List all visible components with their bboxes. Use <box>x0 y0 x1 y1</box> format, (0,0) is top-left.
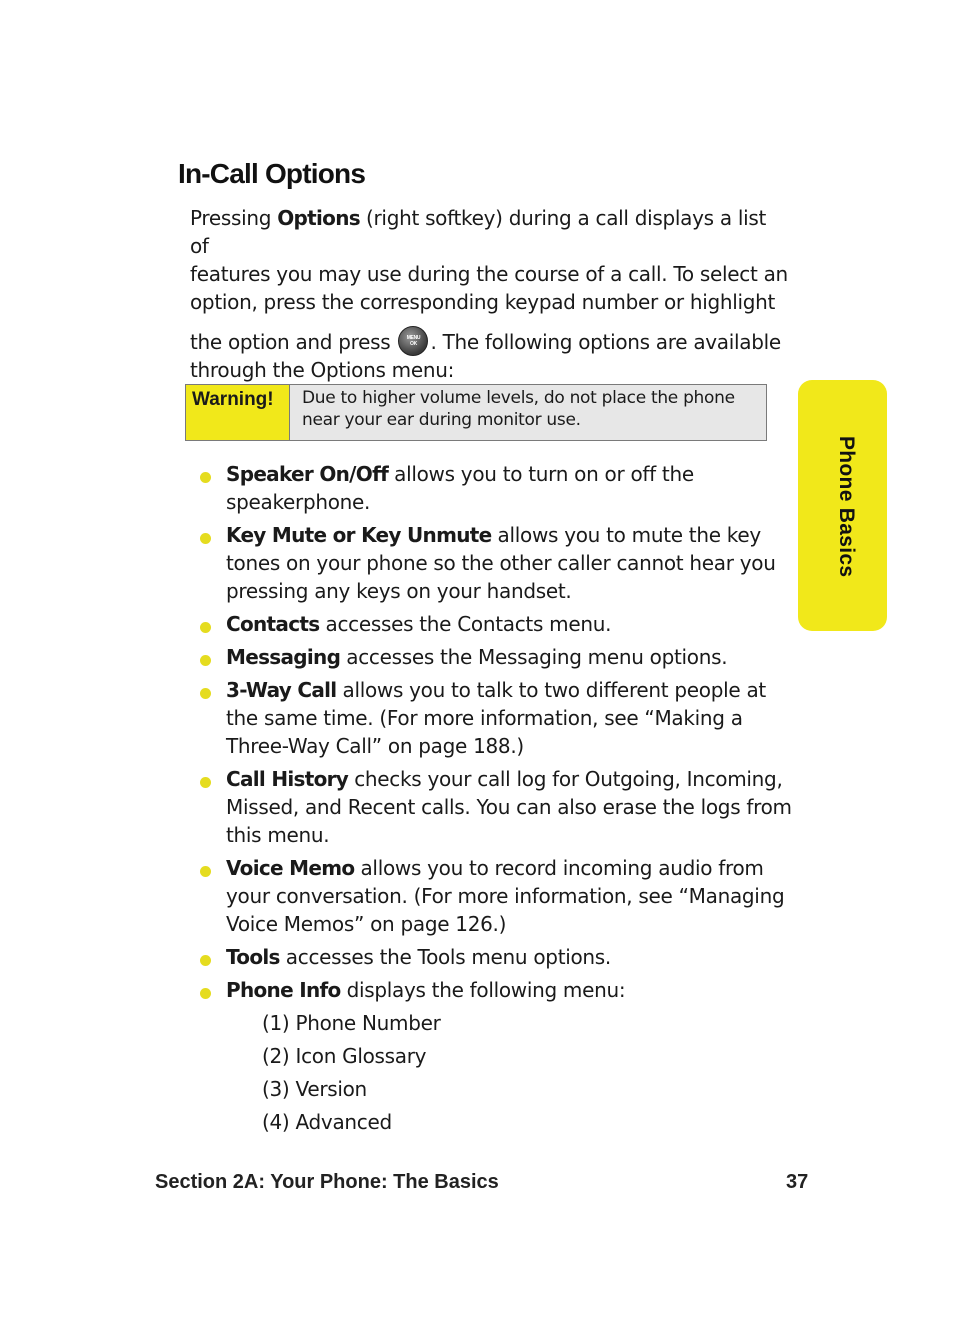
list-item: 3-Way Call allows you to talk to two different people at the same time. (For more information, see “Making a Three-Way Call” on page 188.) <box>198 676 798 760</box>
options-list <box>198 460 798 1141</box>
bullet-icon <box>200 655 211 666</box>
list-item: Speaker On/Off allows you to turn on or off the speakerphone. <box>198 460 798 516</box>
intro-paragraph: Pressing Options (right softkey) during a call displays a list of features you may use during the course of a call. To select an option, press the corresponding keypad number or highlight the option and press MENU OK . The following options are available through the Options menu: <box>190 206 788 382</box>
bullet-icon <box>200 472 211 483</box>
submenu-item: (1) Phone Number <box>262 1011 441 1035</box>
list-item: Phone Info displays the following menu: (1) Phone Number (2) Icon Glossary (3) Version (4) Advanced <box>198 976 798 1136</box>
bullet-icon <box>200 777 211 788</box>
bullet-icon <box>200 622 211 633</box>
page-title: In-Call Options <box>178 158 366 189</box>
submenu-item: (4) Advanced <box>262 1110 392 1134</box>
list-item: Tools accesses the Tools menu options. <box>198 943 798 971</box>
section-side-tab <box>798 380 887 631</box>
bullet-icon <box>200 955 211 966</box>
list-item: Voice Memo allows you to record incoming audio from your conversation. (For more information, see “Managing Voice Memos” on page 126.) <box>198 854 798 938</box>
bullet-icon <box>200 533 211 544</box>
warning-text: Due to higher volume levels, do not place the phone near your ear during monitor use. <box>290 385 766 440</box>
submenu-item: (2) Icon Glossary <box>262 1044 427 1068</box>
list-item: Contacts accesses the Contacts menu. <box>198 610 798 638</box>
menu-ok-key-icon: MENU OK <box>398 326 428 356</box>
footer-section-title: Section 2A: Your Phone: The Basics <box>155 1171 499 1193</box>
bullet-icon <box>200 688 211 699</box>
warning-label: Warning! <box>186 385 290 440</box>
bullet-icon <box>200 988 211 999</box>
side-tab-label: Phone Basics <box>835 436 858 578</box>
submenu-item: (3) Version <box>262 1077 367 1101</box>
options-term: Options <box>277 206 360 230</box>
list-item: Call History checks your call log for Outgoing, Incoming, Missed, and Recent calls. You can also erase the logs from this menu. <box>198 765 798 849</box>
footer-page-number: 37 <box>786 1171 809 1193</box>
warning-box <box>185 384 767 441</box>
phone-info-submenu <box>226 1009 798 1136</box>
bullet-icon <box>200 866 211 877</box>
list-item: Messaging accesses the Messaging menu options. <box>198 643 798 671</box>
list-item: Key Mute or Key Unmute allows you to mute the key tones on your phone so the other caller cannot hear you pressing any keys on your handset. <box>198 521 798 605</box>
